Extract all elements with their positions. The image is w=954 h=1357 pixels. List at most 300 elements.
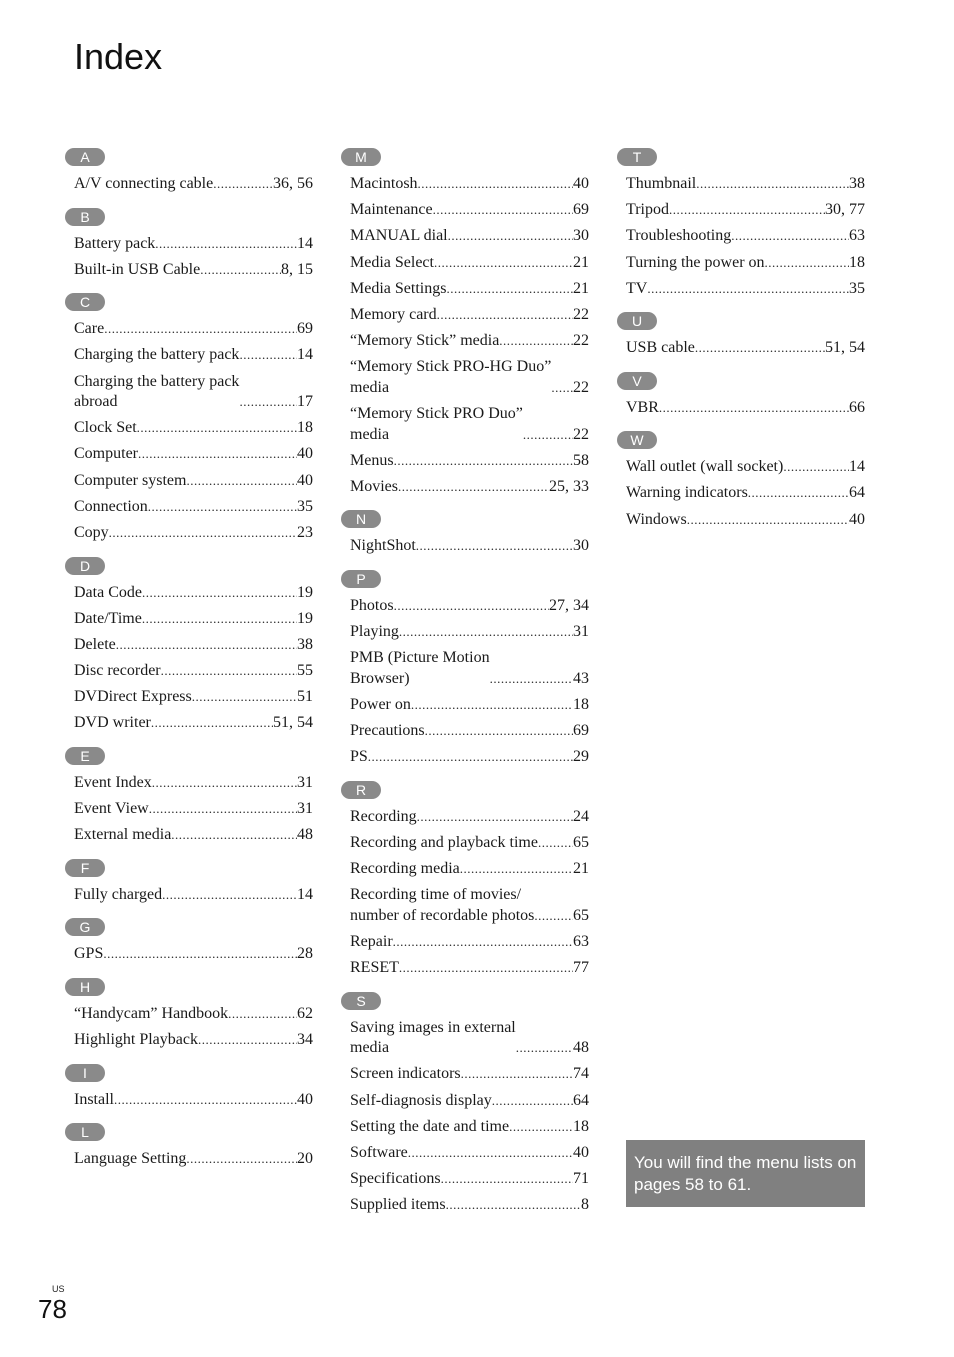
entry-term: Screen indicators xyxy=(350,1065,461,1083)
dot-leader xyxy=(198,1030,297,1051)
index-entry xyxy=(350,833,589,854)
index-entry xyxy=(626,279,865,300)
dot-leader xyxy=(103,944,297,965)
index-entry xyxy=(350,807,589,828)
entry-page-ref: 69 xyxy=(573,201,589,219)
entry-term: Movies xyxy=(350,477,398,495)
index-entry xyxy=(350,253,589,274)
entry-page-ref: 36, 56 xyxy=(273,175,313,192)
entry-term: Maintenance xyxy=(350,201,433,219)
entry-page-ref: 48 xyxy=(297,826,313,844)
index-section xyxy=(626,431,865,530)
index-entry xyxy=(350,1143,589,1164)
index-entry xyxy=(74,609,313,630)
entry-term: Computer xyxy=(74,445,138,463)
index-entry xyxy=(350,404,589,445)
entry-page-ref: 43 xyxy=(573,669,589,687)
entry-page-ref: 30 xyxy=(573,227,589,245)
dot-leader xyxy=(114,1090,297,1111)
entry-page-ref: 30, 77 xyxy=(825,201,865,219)
entry-term: Data Code xyxy=(74,583,142,601)
entry-term: Fully charged xyxy=(74,885,163,903)
dot-leader xyxy=(659,398,849,419)
entry-term: Install xyxy=(74,1090,114,1108)
entry-term: VBR xyxy=(626,398,659,416)
index-entry xyxy=(74,418,313,439)
letter-badge: H xyxy=(65,978,105,996)
entry-term: “Handycam” Handbook xyxy=(74,1004,229,1022)
dot-leader xyxy=(434,253,573,274)
index-column-3 xyxy=(626,148,865,543)
entry-page-ref: 62 xyxy=(297,1004,313,1022)
entry-term: External media xyxy=(74,826,172,844)
entry-page-ref: 20 xyxy=(297,1150,313,1167)
index-entry xyxy=(74,773,313,794)
entry-page-ref: 30 xyxy=(573,537,589,555)
index-entry xyxy=(350,1091,589,1112)
index-entry xyxy=(350,305,589,326)
entry-term: A/V connecting cable xyxy=(74,175,214,192)
entry-term: Precautions xyxy=(350,722,425,740)
entry-term: “Memory Stick PRO-HG Duo” media xyxy=(350,358,552,396)
index-entry xyxy=(74,174,313,195)
entry-term: Supplied items xyxy=(350,1196,446,1214)
entry-page-ref: 21 xyxy=(573,253,589,271)
letter-badge: S xyxy=(341,992,381,1010)
entry-term: Language Setting xyxy=(74,1150,187,1167)
index-entry xyxy=(350,331,589,352)
index-entry xyxy=(350,279,589,300)
index-entry xyxy=(74,345,313,366)
index-section xyxy=(350,148,589,497)
page-title: Index xyxy=(74,36,163,77)
entry-page-ref: 40 xyxy=(573,175,589,192)
dot-leader xyxy=(538,833,573,854)
entry-page-ref: 14 xyxy=(297,234,313,252)
dot-leader xyxy=(448,226,573,247)
dot-leader xyxy=(228,1004,297,1025)
index-entry xyxy=(350,859,589,880)
index-entry xyxy=(74,523,313,544)
entry-term: Setting the date and time xyxy=(350,1117,510,1135)
index-entry xyxy=(74,1149,313,1170)
dot-leader xyxy=(109,523,297,544)
page-number: 78 xyxy=(38,1294,67,1324)
entry-page-ref: 28 xyxy=(297,945,313,963)
dot-leader xyxy=(425,721,573,742)
entry-term: Highlight Playback xyxy=(74,1031,198,1048)
index-entry xyxy=(350,596,589,617)
entry-page-ref: 40 xyxy=(297,471,313,489)
dot-leader xyxy=(446,1195,581,1216)
index-entry xyxy=(350,885,589,926)
index-section xyxy=(74,293,313,543)
entry-term: Delete xyxy=(74,635,116,653)
dot-leader xyxy=(492,1091,573,1112)
index-section xyxy=(74,1064,313,1111)
entry-term: Connection xyxy=(74,497,148,515)
entry-term: Menus xyxy=(350,451,394,469)
dot-leader xyxy=(418,174,573,195)
entry-page-ref: 14 xyxy=(297,346,313,364)
index-entry xyxy=(626,253,865,274)
dot-leader xyxy=(523,425,573,446)
region-code: US xyxy=(52,1284,65,1294)
index-entry xyxy=(74,661,313,682)
index-entry xyxy=(74,497,313,518)
dot-leader xyxy=(142,609,297,630)
entry-term: Self-diagnosis display xyxy=(350,1091,492,1109)
entry-term: RESET xyxy=(350,959,399,977)
index-entry xyxy=(626,174,865,195)
entry-page-ref: 17 xyxy=(297,393,313,411)
dot-leader xyxy=(148,497,297,518)
letter-badge: B xyxy=(65,208,105,226)
entry-term: Tripod xyxy=(626,201,669,219)
dot-leader xyxy=(162,885,297,906)
dot-leader xyxy=(446,279,573,300)
dot-leader xyxy=(516,1038,573,1059)
dot-leader xyxy=(408,1143,573,1164)
dot-leader xyxy=(416,536,573,557)
entry-term: GPS xyxy=(74,945,104,963)
entry-term: Macintosh xyxy=(350,175,418,192)
entry-page-ref: 34 xyxy=(297,1031,313,1048)
entry-page-ref: 63 xyxy=(849,227,865,245)
letter-badge: F xyxy=(65,859,105,877)
entry-term: DVDirect Express xyxy=(74,688,192,706)
dot-leader xyxy=(155,234,297,255)
entry-page-ref: 14 xyxy=(849,458,865,476)
index-entry xyxy=(74,713,313,734)
index-entry xyxy=(350,451,589,472)
index-entry xyxy=(74,687,313,708)
index-entry xyxy=(626,457,865,478)
entry-term: Repair xyxy=(350,933,393,951)
entry-page-ref: 35 xyxy=(297,497,313,515)
letter-badge: M xyxy=(341,148,381,166)
entry-page-ref: 22 xyxy=(573,378,589,396)
entry-page-ref: 8, 15 xyxy=(281,260,313,278)
letter-badge: R xyxy=(341,781,381,799)
index-entry xyxy=(74,635,313,656)
entry-term: Disc recorder xyxy=(74,662,161,680)
dot-leader xyxy=(368,747,573,768)
entry-term: DVD writer xyxy=(74,714,151,732)
entry-page-ref: 69 xyxy=(297,320,313,338)
entry-term: Power on xyxy=(350,695,411,713)
dot-leader xyxy=(687,510,849,531)
dot-leader xyxy=(394,596,549,617)
dot-leader xyxy=(748,483,849,504)
dot-leader xyxy=(149,799,297,820)
entry-page-ref: 14 xyxy=(297,885,313,903)
entry-term: Specifications xyxy=(350,1170,441,1188)
dot-leader xyxy=(138,444,297,465)
entry-term: Warning indicators xyxy=(626,484,748,502)
entry-term: Charging the battery pack abroad xyxy=(74,372,240,411)
entry-term: Windows xyxy=(626,510,687,528)
index-entry xyxy=(350,648,589,689)
dot-leader xyxy=(393,932,573,953)
dot-leader xyxy=(213,174,273,195)
index-entry xyxy=(626,226,865,247)
index-section xyxy=(74,557,313,734)
dot-leader xyxy=(460,859,573,880)
dot-leader xyxy=(534,906,573,927)
dot-leader xyxy=(399,958,573,979)
entry-term: Computer system xyxy=(74,471,187,489)
dot-leader xyxy=(398,477,549,498)
entry-term: Recording media xyxy=(350,860,460,878)
entry-page-ref: 22 xyxy=(573,305,589,323)
dot-leader xyxy=(399,622,573,643)
entry-page-ref: 18 xyxy=(297,419,313,437)
dot-leader xyxy=(696,174,849,195)
index-section xyxy=(74,747,313,846)
index-section xyxy=(350,781,589,979)
entry-page-ref: 35 xyxy=(849,279,865,297)
index-entry xyxy=(350,958,589,979)
index-entry xyxy=(350,622,589,643)
entry-page-ref: 38 xyxy=(849,175,865,192)
entry-term: Copy xyxy=(74,524,109,541)
dot-leader xyxy=(647,279,849,300)
entry-page-ref: 29 xyxy=(573,748,589,766)
index-entry xyxy=(74,1030,313,1051)
index-section xyxy=(74,1123,313,1170)
index-section xyxy=(74,148,313,195)
entry-page-ref: 48 xyxy=(573,1039,589,1057)
entry-term: Photos xyxy=(350,596,394,614)
entry-page-ref: 38 xyxy=(297,635,313,653)
index-entry xyxy=(350,1195,589,1216)
index-column-1 xyxy=(74,148,313,1183)
dot-leader xyxy=(200,260,281,281)
entry-term: Clock Set xyxy=(74,419,137,437)
index-entry xyxy=(74,799,313,820)
dot-leader xyxy=(765,253,849,274)
entry-page-ref: 31 xyxy=(573,623,589,641)
entry-term: Playing xyxy=(350,623,399,641)
entry-term: MANUAL dial xyxy=(350,227,448,245)
entry-term: Care xyxy=(74,320,105,338)
entry-page-ref: 51 xyxy=(297,688,313,706)
letter-badge: I xyxy=(65,1064,105,1082)
letter-badge: V xyxy=(617,372,657,390)
entry-term: Recording and playback time xyxy=(350,834,538,851)
index-entry xyxy=(350,200,589,221)
index-entry xyxy=(350,357,589,398)
entry-term: Date/Time xyxy=(74,609,142,627)
entry-page-ref: 31 xyxy=(297,773,313,791)
index-section xyxy=(74,978,313,1051)
index-entry xyxy=(350,226,589,247)
entry-term: USB cable xyxy=(626,339,695,357)
index-section xyxy=(74,918,313,965)
entry-page-ref: 22 xyxy=(573,425,589,443)
index-entry xyxy=(350,932,589,953)
letter-badge: G xyxy=(65,918,105,936)
letter-badge: C xyxy=(65,293,105,311)
index-entry xyxy=(74,1004,313,1025)
menu-note-box: You will find the menu lists on pages 58 to 61. xyxy=(626,1140,865,1207)
dot-leader xyxy=(441,1169,573,1190)
index-entry xyxy=(74,885,313,906)
entry-term: Saving images in external media xyxy=(350,1018,516,1057)
index-entry xyxy=(74,319,313,340)
letter-badge: T xyxy=(617,148,657,166)
dot-leader xyxy=(417,807,573,828)
entry-page-ref: 74 xyxy=(573,1065,589,1083)
index-entry xyxy=(350,536,589,557)
entry-page-ref: 51, 54 xyxy=(825,339,865,357)
entry-page-ref: 66 xyxy=(849,398,865,416)
entry-page-ref: 8 xyxy=(581,1196,589,1214)
dot-leader xyxy=(239,345,297,366)
index-entry xyxy=(74,444,313,465)
entry-page-ref: 22 xyxy=(573,332,589,350)
index-entry xyxy=(626,510,865,531)
dot-leader xyxy=(151,713,273,734)
dot-leader xyxy=(731,226,849,247)
index-entry xyxy=(74,471,313,492)
dot-leader xyxy=(142,583,297,604)
dot-leader xyxy=(116,635,297,656)
dot-leader xyxy=(490,669,573,690)
entry-page-ref: 18 xyxy=(849,253,865,271)
entry-page-ref: 58 xyxy=(573,451,589,469)
entry-term: Media Settings xyxy=(350,279,447,297)
entry-term: NightShot xyxy=(350,537,416,555)
entry-term: Memory card xyxy=(350,305,437,323)
index-entry xyxy=(74,825,313,846)
index-entry xyxy=(74,260,313,281)
entry-term: Media Select xyxy=(350,253,434,271)
index-column-2 xyxy=(350,148,589,1229)
letter-badge: U xyxy=(617,312,657,330)
index-section xyxy=(350,510,589,557)
entry-page-ref: 40 xyxy=(573,1144,589,1161)
dot-leader xyxy=(192,687,297,708)
entry-page-ref: 71 xyxy=(573,1170,589,1188)
entry-term: Recording xyxy=(350,807,417,825)
entry-page-ref: 40 xyxy=(297,1090,313,1108)
entry-page-ref: 27, 34 xyxy=(549,596,589,614)
entry-page-ref: 23 xyxy=(297,524,313,541)
dot-leader xyxy=(104,319,297,340)
dot-leader xyxy=(186,471,297,492)
entry-page-ref: 77 xyxy=(573,959,589,977)
entry-term: PS xyxy=(350,748,368,766)
index-entry xyxy=(626,483,865,504)
index-entry xyxy=(74,1090,313,1111)
dot-leader xyxy=(152,773,297,794)
index-entry xyxy=(74,944,313,965)
dot-leader xyxy=(161,661,297,682)
entry-page-ref: 55 xyxy=(297,662,313,680)
index-entry xyxy=(350,174,589,195)
index-entry xyxy=(350,1064,589,1085)
index-entry xyxy=(350,1018,589,1059)
dot-leader xyxy=(437,305,573,326)
dot-leader xyxy=(394,451,573,472)
index-section xyxy=(626,148,865,299)
entry-page-ref: 24 xyxy=(573,807,589,825)
index-entry xyxy=(350,1169,589,1190)
dot-leader xyxy=(171,825,297,846)
entry-term: PMB (Picture Motion Browser) xyxy=(350,649,490,687)
dot-leader xyxy=(239,392,297,413)
entry-term: Charging the battery pack xyxy=(74,346,240,364)
index-entry xyxy=(350,721,589,742)
entry-page-ref: 69 xyxy=(573,722,589,740)
entry-term: Turning the power on xyxy=(626,253,765,271)
index-section xyxy=(350,570,589,768)
entry-page-ref: 51, 54 xyxy=(273,714,313,732)
dot-leader xyxy=(669,200,825,221)
index-entry xyxy=(350,695,589,716)
index-entry xyxy=(74,583,313,604)
entry-page-ref: 65 xyxy=(573,834,589,851)
dot-leader xyxy=(551,378,573,399)
index-section xyxy=(626,372,865,419)
entry-page-ref: 19 xyxy=(297,583,313,601)
entry-term: Thumbnail xyxy=(626,175,697,192)
index-section xyxy=(626,312,865,359)
entry-page-ref: 63 xyxy=(573,933,589,951)
letter-badge: E xyxy=(65,747,105,765)
index-entry xyxy=(350,747,589,768)
dot-leader xyxy=(695,338,825,359)
entry-page-ref: 18 xyxy=(573,1117,589,1135)
entry-term: Wall outlet (wall socket) xyxy=(626,458,784,476)
dot-leader xyxy=(461,1064,573,1085)
entry-term: “Memory Stick PRO Duo” media xyxy=(350,405,523,443)
index-entry xyxy=(626,338,865,359)
entry-term: Troubleshooting xyxy=(626,227,732,245)
entry-page-ref: 40 xyxy=(297,445,313,463)
letter-badge: L xyxy=(65,1123,105,1141)
index-section xyxy=(350,992,589,1216)
index-section xyxy=(74,208,313,281)
entry-term: Event View xyxy=(74,800,149,818)
index-entry xyxy=(350,477,589,498)
entry-term: Battery pack xyxy=(74,234,156,252)
dot-leader xyxy=(509,1117,573,1138)
letter-badge: W xyxy=(617,431,657,449)
entry-page-ref: 31 xyxy=(297,800,313,818)
index-entry xyxy=(74,234,313,255)
entry-page-ref: 21 xyxy=(573,860,589,878)
letter-badge: P xyxy=(341,570,381,588)
dot-leader xyxy=(783,457,849,478)
entry-page-ref: 65 xyxy=(573,906,589,924)
dot-leader xyxy=(433,200,573,221)
entry-page-ref: 64 xyxy=(849,484,865,502)
entry-page-ref: 40 xyxy=(849,510,865,528)
entry-term: “Memory Stick” media xyxy=(350,332,500,350)
letter-badge: N xyxy=(341,510,381,528)
index-section xyxy=(74,859,313,906)
entry-page-ref: 64 xyxy=(573,1091,589,1109)
dot-leader xyxy=(137,418,297,439)
entry-page-ref: 25, 33 xyxy=(549,477,589,495)
entry-term: Recording time of movies/ number of recordable photos xyxy=(350,886,535,924)
entry-page-ref: 21 xyxy=(573,279,589,297)
letter-badge: A xyxy=(65,148,105,166)
dot-leader xyxy=(411,695,573,716)
